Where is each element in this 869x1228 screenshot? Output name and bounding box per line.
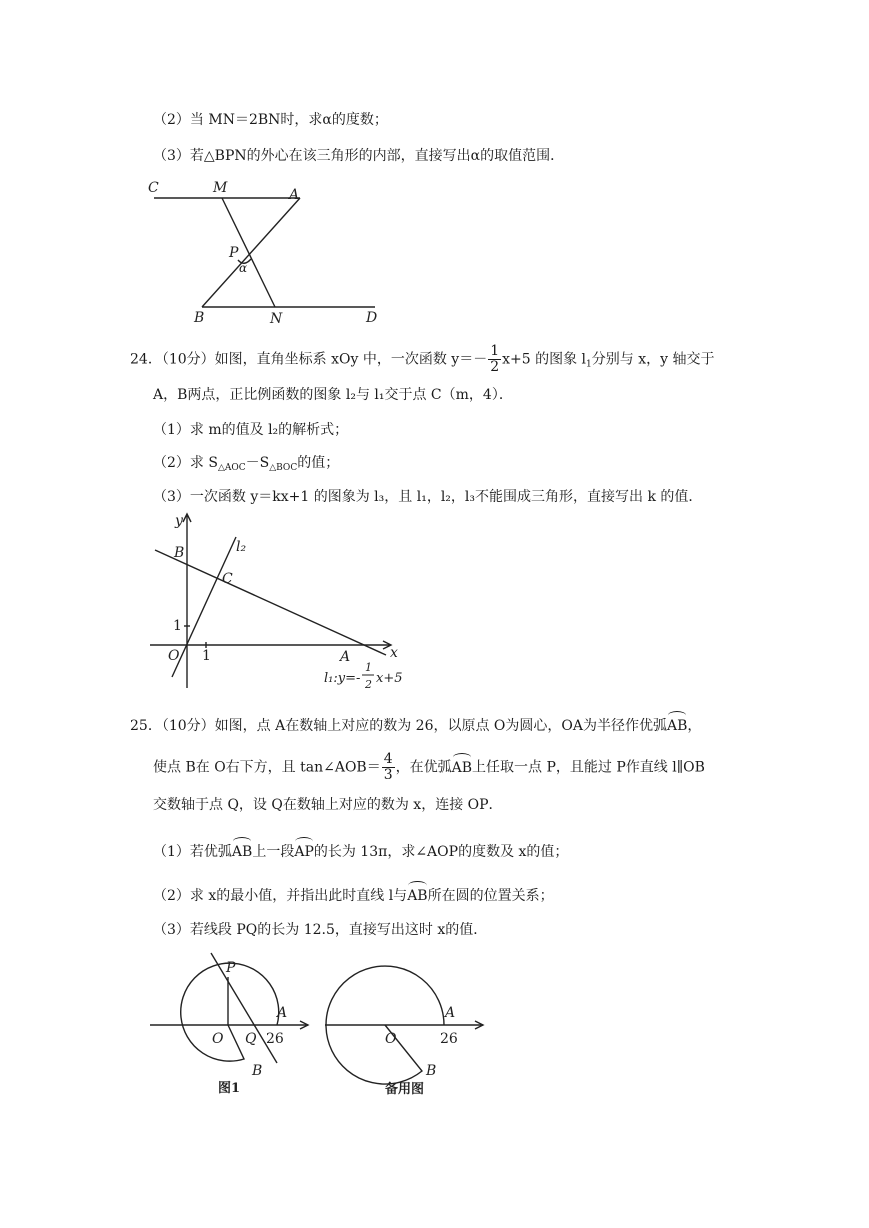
q25-frac-num: 4 <box>383 751 393 767</box>
q24-part1: （1）求 m的值及 l₂的解析式； <box>153 422 349 438</box>
q25-line3: 交数轴于点 Q，设 Q在数轴上对应的数为 x，连接 OP． <box>153 797 503 813</box>
q25-part2-a: （2）求 x的最小值，并指出此时直线 l与 <box>153 888 408 904</box>
q24-part2-sub1: △AOC <box>217 463 246 473</box>
q24-part2-b: －S <box>245 455 270 471</box>
q25-line1 <box>130 711 701 736</box>
q25-line1-a: 如图，点 A在数轴上对应的数为 26，以原点 O为圆心，OA为半径作优弧 <box>214 718 667 734</box>
q24-part2-c: 的值； <box>297 455 340 471</box>
fig1-caption: 图1 <box>218 1081 241 1096</box>
q23-label-m: M <box>213 180 228 196</box>
q23-figure <box>140 172 400 327</box>
fig2-label-a: A <box>445 1005 456 1021</box>
q23-label-alpha: α <box>239 261 248 275</box>
arc-ap-symbol: AP <box>294 837 314 862</box>
q24-label-x1: 1 <box>202 648 211 664</box>
q23-part2: （2）当 MN＝2BN时，求α的度数； <box>153 112 388 128</box>
fig1-label-q: Q <box>245 1031 257 1047</box>
q25-figure-reserve <box>315 950 495 1100</box>
segment-ab <box>202 198 300 307</box>
q25-frac-den: 3 <box>383 767 393 783</box>
fig1-label-a: A <box>277 1005 288 1021</box>
q25-part2-b: 所在圆的位置关系； <box>427 888 554 904</box>
q25-line1-b: ， <box>687 718 702 734</box>
q25-line2 <box>153 752 705 783</box>
q24-text-c: 分别与 x，y 轴交于 <box>591 351 715 368</box>
q25-part1-c: 的长为 13π，求∠AOP的度数及 x的值； <box>313 844 569 860</box>
q24-label-y: y <box>175 513 183 529</box>
q24-frac-num: 1 <box>490 343 500 359</box>
circle-major-arc <box>181 963 279 1061</box>
q24-l1-frac-den: 2 <box>365 678 372 691</box>
q25-part3: （3）若线段 PQ的长为 12.5，直接写出这时 x的值． <box>153 922 488 938</box>
fig1-label-26: 26 <box>266 1031 284 1047</box>
fig2-caption: 备用图 <box>385 1082 425 1097</box>
fig2-label-o: O <box>385 1031 397 1047</box>
q24-l1-label: l₁:y=- <box>324 671 361 686</box>
fig1-label-o: O <box>212 1031 224 1047</box>
q23-label-b: B <box>194 310 205 326</box>
q24-label-y1: 1 <box>173 618 182 634</box>
q24-label-a: A <box>340 649 351 665</box>
q25-part1 <box>153 837 568 862</box>
q24-label-b: B <box>174 545 185 561</box>
q25-line2-c: 上任取一点 P，且能过 P作直线 l∥OB <box>472 759 705 776</box>
q23-label-c: C <box>148 180 159 196</box>
q24-l1-suffix: x+5 <box>376 671 403 686</box>
q23-part3: （3）若△BPN的外心在该三角形的内部，直接写出α的取值范围． <box>153 148 565 164</box>
q23-label-a: A <box>289 187 300 203</box>
arc-ab-symbol: AB <box>667 711 687 736</box>
q24-line2: A，B两点，正比例函数的图象 l₂与 l₁交于点 C（m，4）． <box>153 387 513 403</box>
q24-part2-a: （2）求 S <box>153 455 218 471</box>
q23-label-p: P <box>229 245 239 261</box>
q24-frac-den: 2 <box>490 359 500 375</box>
q25-figure-1 <box>140 950 320 1100</box>
q24-l1-frac-num: 1 <box>365 661 372 674</box>
q23-label-d: D <box>366 310 378 326</box>
q25-number: 25． <box>130 718 162 734</box>
q24-label-c: C <box>222 571 233 587</box>
q25-line2-a: 使点 B在 O右下方，且 tan∠AOB＝ <box>153 759 381 776</box>
fig2-label-26: 26 <box>440 1031 458 1047</box>
q23-label-n: N <box>270 311 283 327</box>
fig2-label-b: B <box>426 1063 437 1079</box>
q24-text-b: x+5 的图象 l <box>502 351 587 368</box>
q24-text-a: 如图，直角坐标系 xOy 中，一次函数 y＝－ <box>214 351 488 368</box>
q24-label-x: x <box>390 645 398 661</box>
q25-part1-b: 上一段 <box>252 844 295 860</box>
q25-score: （10分） <box>161 718 215 734</box>
q24-number: 24． <box>130 351 162 368</box>
q24-coordinate-figure <box>140 505 420 695</box>
q25-part1-a: （1）若优弧 <box>153 844 232 860</box>
q24-part2-sub2: △BOC <box>269 463 298 473</box>
q24-fraction <box>488 344 501 375</box>
arc-ab-symbol: AB <box>452 753 472 778</box>
q24-text-b-sub: 1 <box>586 359 592 370</box>
q25-part2 <box>153 881 554 906</box>
q24-part3: （3）一次函数 y＝kx+1 的图象为 l₃，且 l₁，l₂，l₃不能围成三角形，直接写出 k 的值． <box>153 489 703 505</box>
arc-ab-symbol: AB <box>407 881 427 906</box>
q24-score: （10分） <box>161 351 215 368</box>
q24-part2 <box>153 453 339 478</box>
q24-label-o: O <box>168 648 180 664</box>
q24-label-l2: l₂ <box>236 539 247 555</box>
fig1-label-b: B <box>252 1063 263 1079</box>
q25-fraction <box>382 752 395 783</box>
q25-line2-b: ，在优弧 <box>395 759 452 776</box>
q24-line1 <box>130 344 715 375</box>
fig1-label-p: P <box>226 960 236 976</box>
arc-ab-symbol: AB <box>232 837 252 862</box>
